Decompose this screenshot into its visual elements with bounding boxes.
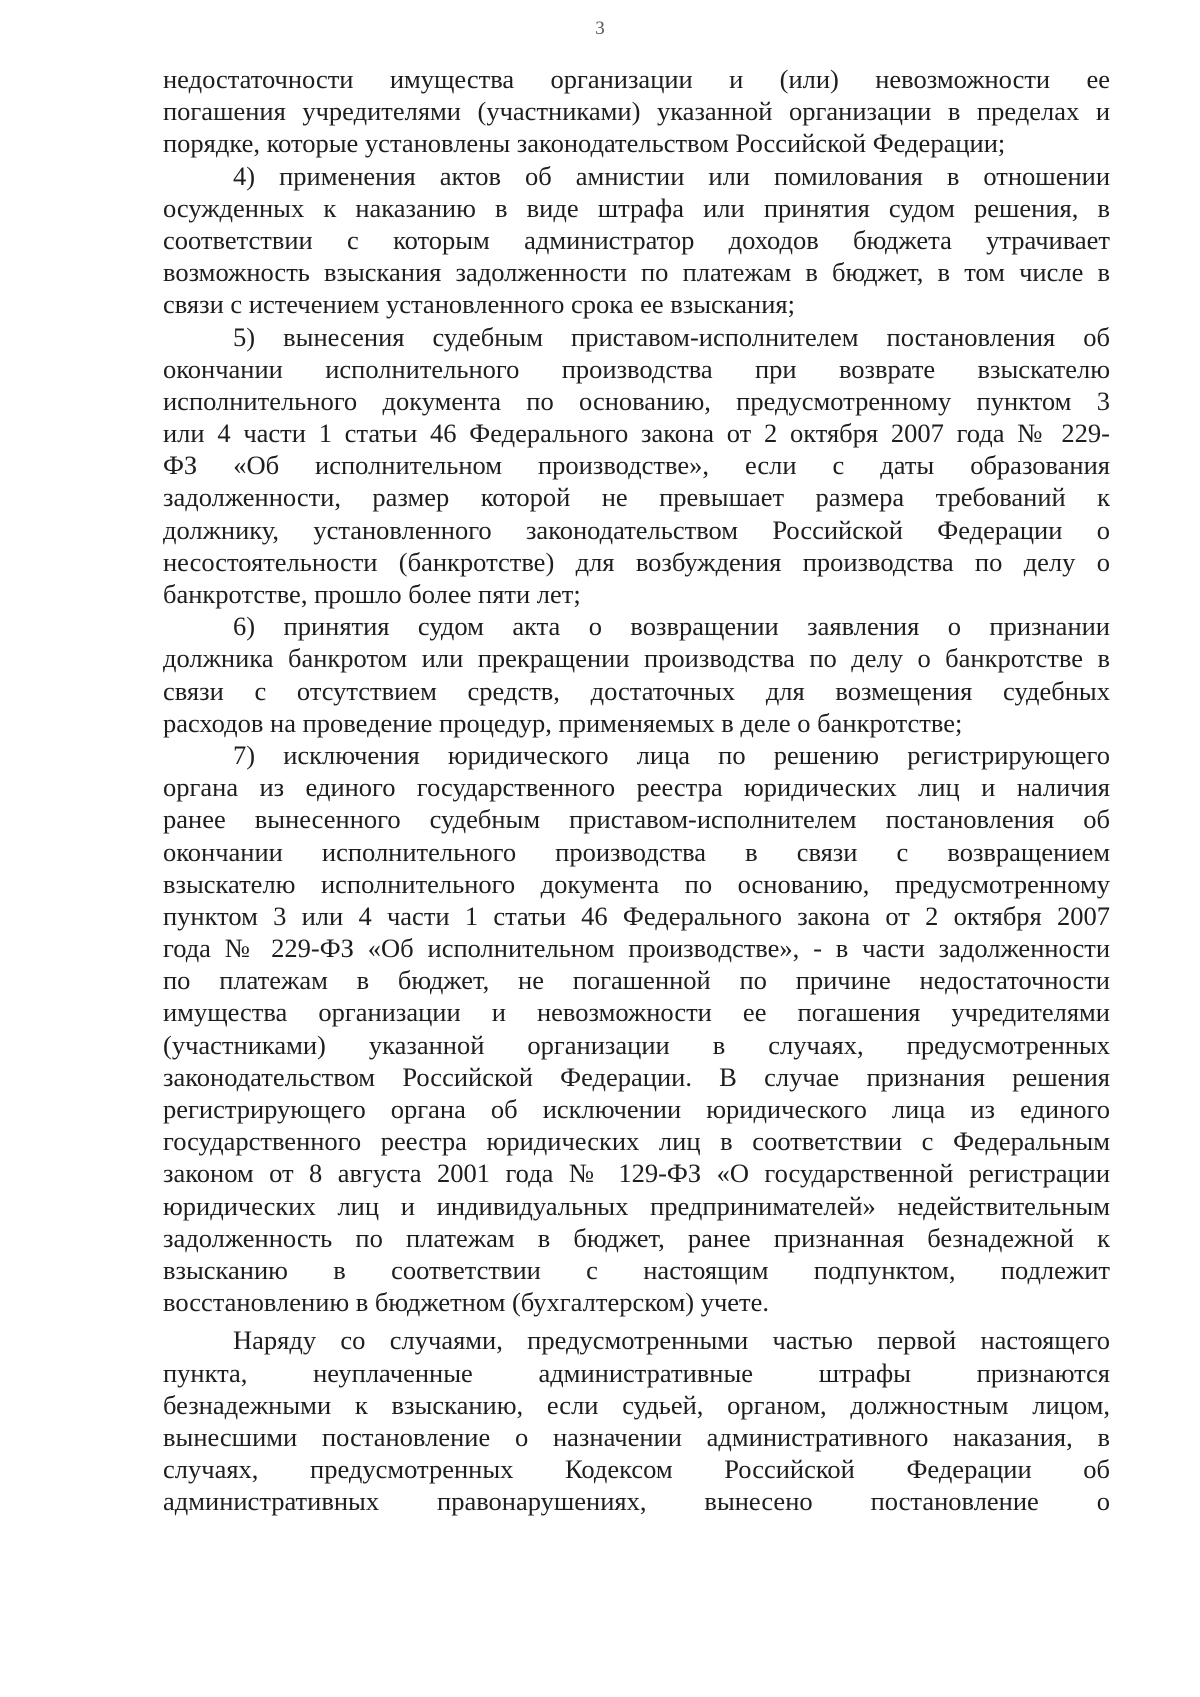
text-line: по платежам в бюджет, не погашенной по причине недостаточности <box>163 965 1110 996</box>
text-line: 4) применения актов об амнистии или помилования в отношении <box>233 160 1110 191</box>
text-line: случаях, предусмотренных Кодексом Российской Федерации об <box>163 1454 1110 1485</box>
text-line: связи с отсутствием средств, достаточных для возмещения судебных <box>163 675 1110 706</box>
text-line: окончании исполнительного производства в связи с возвращением <box>163 836 1110 867</box>
page-number: 3 <box>595 18 605 39</box>
text-line: ФЗ «Об исполнительном производстве», если с даты образования <box>163 450 1110 481</box>
text-line: имущества организации и невозможности ее погашения учредителями <box>163 997 1110 1028</box>
text-line: должника банкротом или прекращении производства по делу о банкротстве в <box>163 643 1110 674</box>
text-line: погашения учредителями (участниками) указанной организации в пределах и <box>163 96 1110 127</box>
text-line: порядке, которые установлены законодательством Российской Федерации; <box>163 128 1006 159</box>
text-line: или 4 части 1 статьи 46 Федерального закона от 2 октября 2007 года № 229- <box>163 418 1110 449</box>
document-body <box>163 63 1110 1517</box>
text-line: возможность взыскания задолженности по платежам в бюджет, в том числе в <box>163 257 1110 288</box>
text-line: ранее вынесенного судебным приставом-исполнителем постановления об <box>163 804 1110 835</box>
text-line: вынесшими постановление о назначении административного наказания, в <box>163 1421 1110 1452</box>
text-line: государственного реестра юридических лиц в соответствии с Федеральным <box>163 1126 1110 1157</box>
text-line: связи с истечением установленного срока ее взыскания; <box>163 289 795 320</box>
text-line: недостаточности имущества организации и (или) невозможности ее <box>163 64 1110 94</box>
text-line: осужденных к наказанию в виде штрафа или принятия судом решения, в <box>163 192 1110 223</box>
text-line: (участниками) указанной организации в случаях, предусмотренных <box>163 1029 1110 1060</box>
text-line: окончании исполнительного производства при возврате взыскателю <box>163 353 1110 384</box>
text-line: восстановлению в бюджетном (бухгалтерском) учете. <box>163 1287 770 1318</box>
text-line: должнику, установленного законодательством Российской Федерации о <box>163 514 1110 545</box>
text-line: регистрирующего органа об исключении юридического лица из единого <box>163 1094 1110 1124</box>
text-line: административных правонарушениях, вынесено постановление о <box>163 1486 1110 1517</box>
text-line: пунктом 3 или 4 части 1 статьи 46 Федерального закона от 2 октября 2007 <box>163 900 1110 931</box>
text-line: органа из единого государственного реестра юридических лиц и наличия <box>163 772 1110 803</box>
text-line: юридических лиц и индивидуальных предпринимателей» недействительным <box>163 1190 1110 1221</box>
text-line: расходов на проведение процедур, применяемых в деле о банкротстве; <box>163 707 963 738</box>
text-line: соответствии с которым администратор доходов бюджета утрачивает <box>163 224 1110 255</box>
text-line: пункта, неуплаченные административные штрафы признаются <box>163 1357 1110 1388</box>
text-line: задолженность по платежам в бюджет, ранее признанная безнадежной к <box>163 1222 1110 1253</box>
text-line: законодательством Российской Федерации. В случае признания решения <box>163 1061 1110 1092</box>
text-line: исполнительного документа по основанию, предусмотренному пунктом 3 <box>163 385 1110 416</box>
text-line: банкротстве, прошло более пяти лет; <box>163 579 581 609</box>
text-line: взыскателю исполнительного документа по основанию, предусмотренному <box>163 868 1110 899</box>
text-line: Наряду со случаями, предусмотренными частью первой настоящего <box>233 1325 1110 1356</box>
text-line: несостоятельности (банкротстве) для возбуждения производства по делу о <box>163 546 1110 577</box>
text-line: 7) исключения юридического лица по решению регистрирующего <box>233 739 1110 770</box>
text-line: 6) принятия судом акта о возвращении заявления о признании <box>233 611 1110 642</box>
text-line: 5) вынесения судебным приставом-исполнителем постановления об <box>233 321 1110 352</box>
text-line: безнадежными к взысканию, если судьей, органом, должностным лицом, <box>163 1389 1110 1420</box>
text-line: задолженности, размер которой не превышает размера требований к <box>163 482 1110 513</box>
text-line: года № 229-ФЗ «Об исполнительном производстве», - в части задолженности <box>163 933 1110 964</box>
text-line: законом от 8 августа 2001 года № 129-ФЗ «О государственной регистрации <box>163 1158 1110 1189</box>
text-line: взысканию в соответствии с настоящим подпунктом, подлежит <box>163 1254 1110 1285</box>
